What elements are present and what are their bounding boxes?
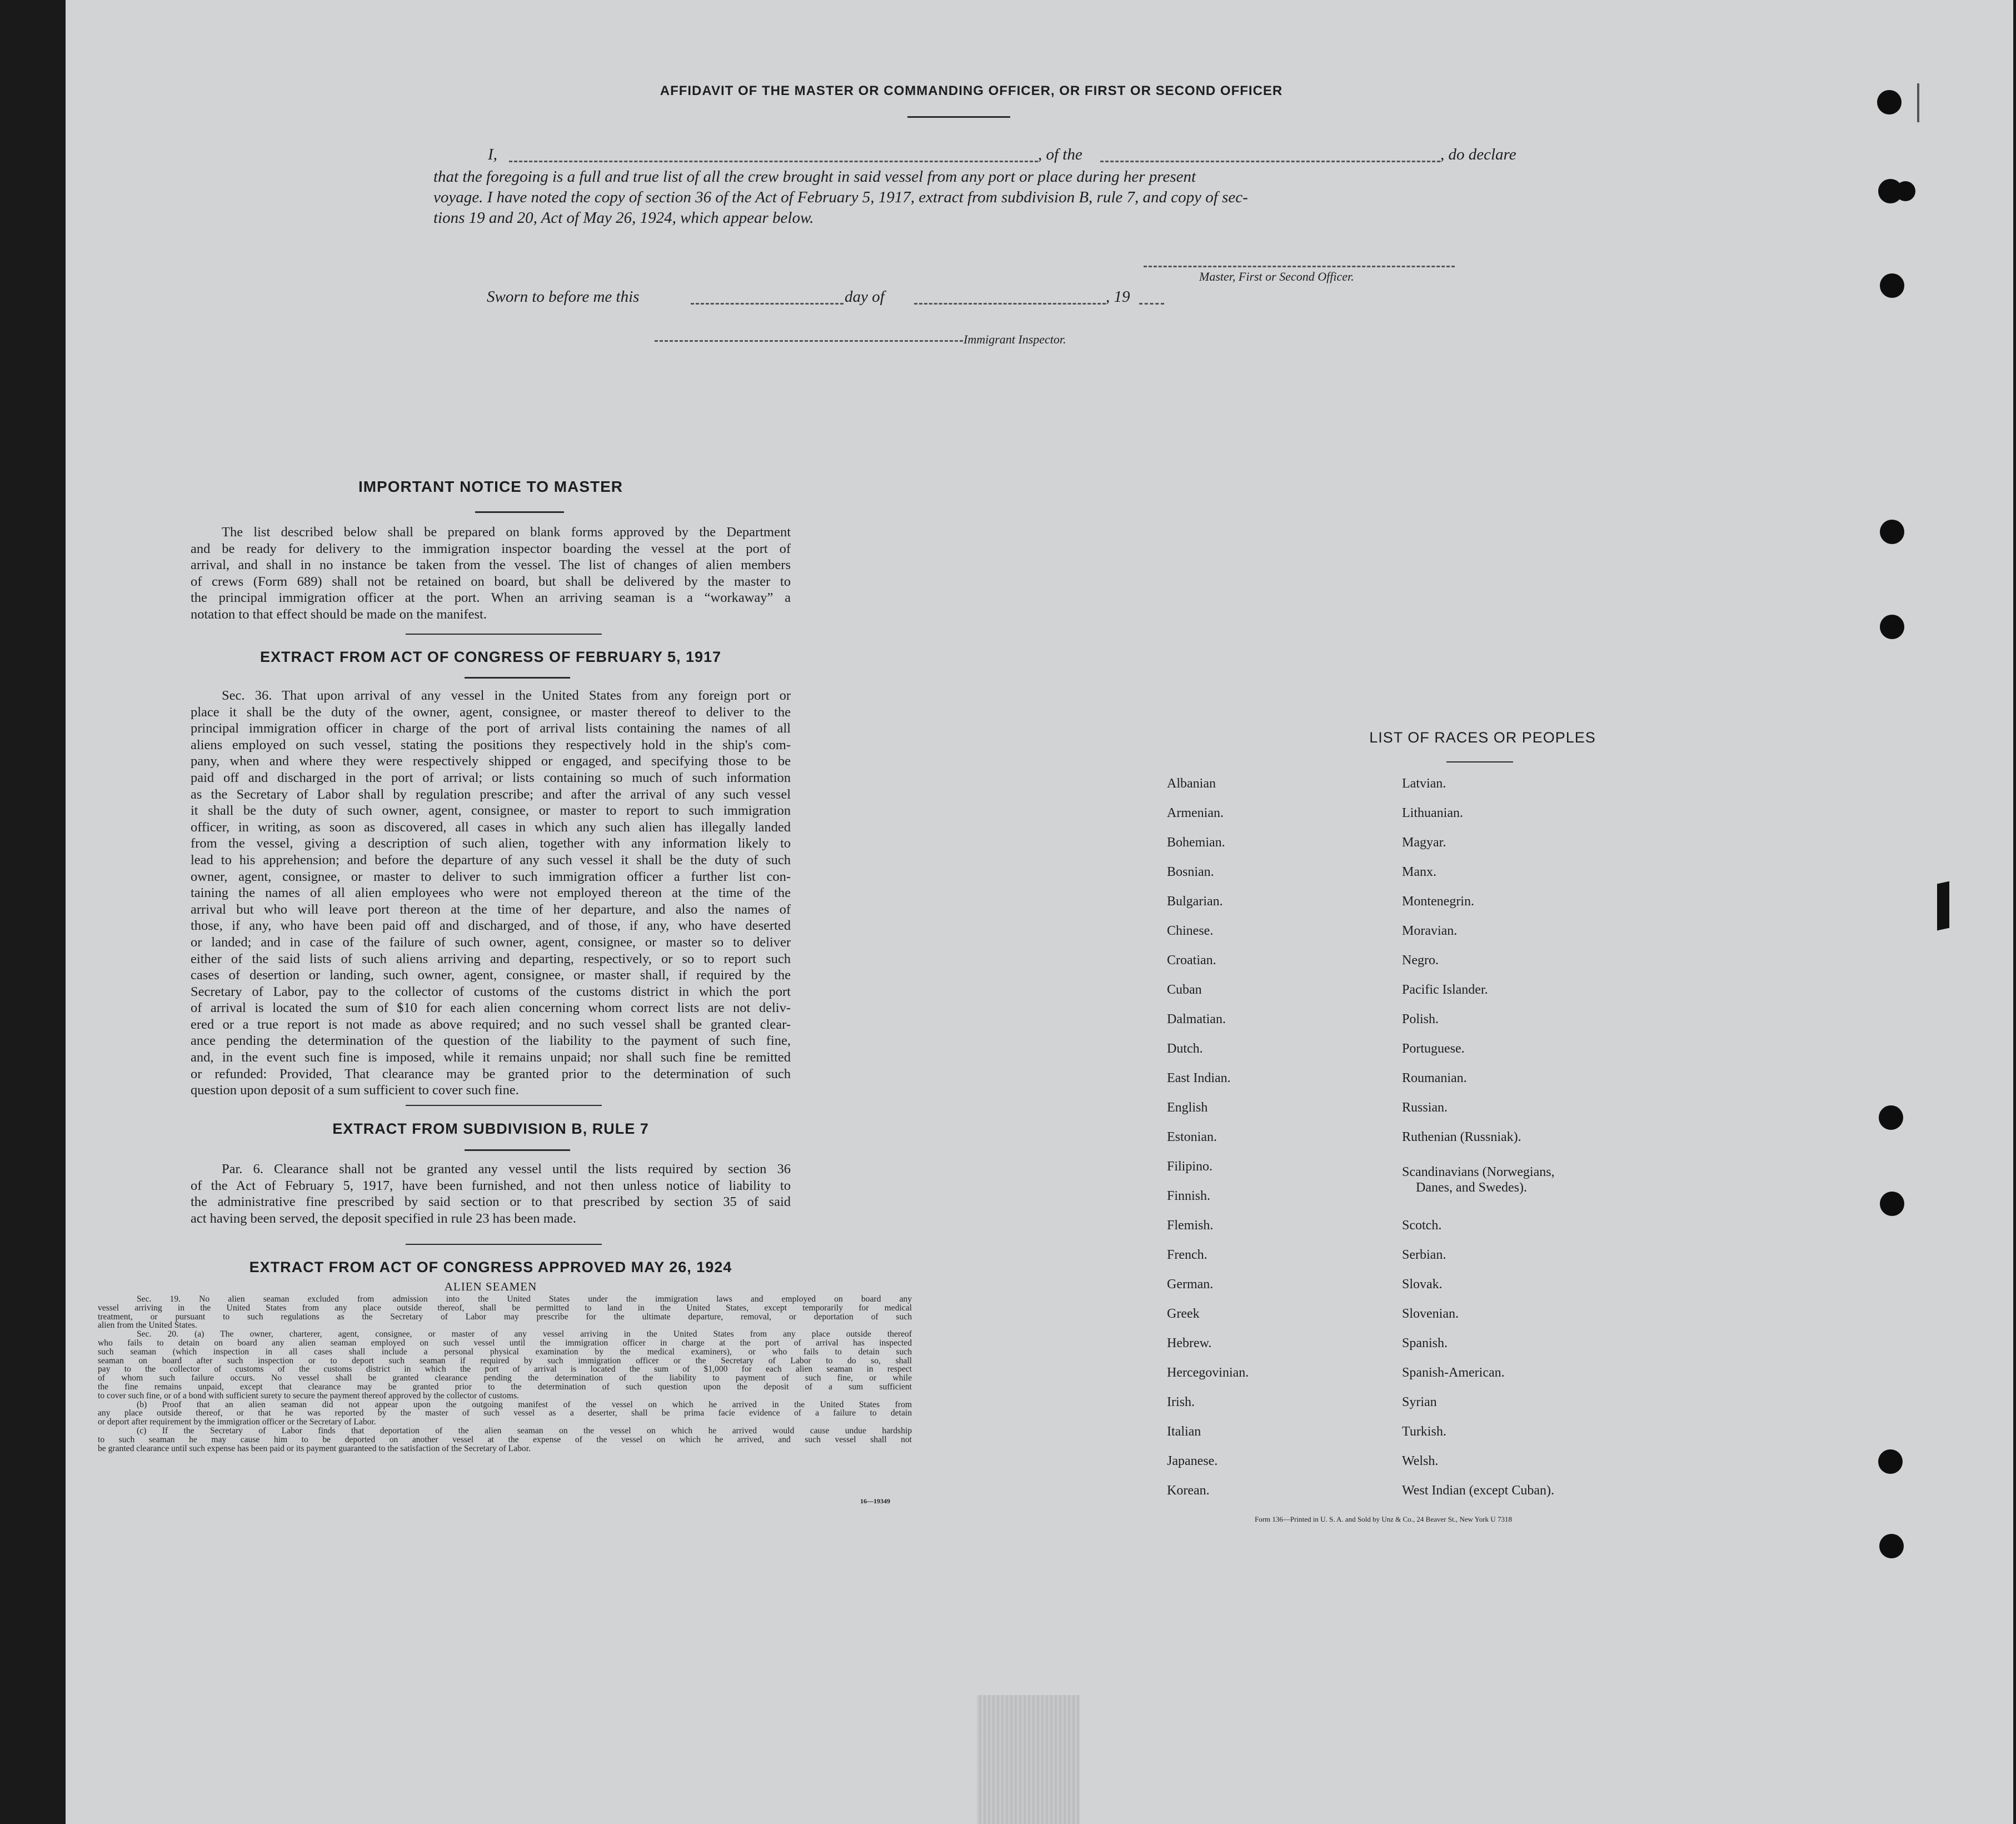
small-law-line: to cover such fine, or of a bond with sufficient surety to secure the payment thereof approved by the collector of customs. [98, 1391, 519, 1401]
law-line: taining the names of all alien employees who were not employed thereon at the time of the [191, 885, 791, 901]
inspector-caption: Immigrant Inspector. [964, 332, 1066, 346]
law-line: aliens employed on such vessel, stating the positions they respectively hold in the ship's com- [191, 737, 791, 752]
rule7-body [191, 1161, 791, 1227]
race-item: Danes, and Swedes). [1416, 1180, 1527, 1195]
race-item: Dutch. [1167, 1041, 1203, 1056]
law-line: paid off and discharged in the port of arrival; or lists containing so much of such information [191, 770, 791, 785]
bottom-tab-texture [977, 1695, 1080, 1824]
law-line: cases of desertion or landing, such owner, agent, consignee, or master shall, if required by the [191, 968, 791, 983]
name-blank[interactable] [509, 161, 1038, 162]
small-law-line: pay to the collector of customs of the customs district in which the port of arrival is located the sum of $1,000 for each alien seaman in respect [98, 1364, 912, 1374]
race-item: Latvian. [1402, 776, 1446, 791]
affidavit-line-2: that the foregoing is a full and true list of all the crew brought in said vessel from any port or place during her present [433, 168, 1196, 186]
race-item: Finnish. [1167, 1189, 1211, 1203]
race-item: Serbian. [1402, 1248, 1446, 1262]
punch-hole [1880, 273, 1904, 298]
small-law-line: of whom such failure occurs. No vessel shall be granted clearance pending the determination of the liability to payment of such fine, or while [98, 1373, 912, 1383]
affidavit-of-the: , of the [1038, 146, 1082, 163]
rule7-line: act having been served, the deposit specified in rule 23 has been made. [191, 1210, 576, 1226]
law-line: or refunded: Provided, That clearance may be granted prior to the determination of such [191, 1066, 791, 1082]
master-caption: Master, First or Second Officer. [1199, 270, 1354, 283]
law-line: or landed; and in case of the failure of such owner, agent, consignee, or master so to deliver [191, 934, 791, 950]
small-law-line: vessel arriving in the United States from any place outside thereof, shall be permitted to land in the United States, except temporarily for medical [98, 1303, 912, 1313]
law-line: place it shall be the duty of the owner, agent, consignee, or master thereof to deliver to the [191, 704, 791, 720]
notice-line: notation to that effect should be made on the manifest. [191, 606, 487, 622]
day-blank[interactable] [691, 303, 844, 305]
notice-body [191, 524, 791, 623]
small-law-line: Sec. 19. No alien seaman excluded from admission into the United States under the immigration laws and employed on board any [137, 1294, 912, 1304]
title-rule [907, 116, 1010, 118]
race-item: Japanese. [1167, 1454, 1218, 1468]
small-law-line: any place outside thereof, or that he was reported by the master of such vessel as a deserter, shall be prima facie evidence of a failure to detain [98, 1408, 912, 1418]
race-item: Welsh. [1402, 1454, 1439, 1468]
notice-line: of crews (Form 689) shall not be retained on board, but shall be delivered by the master to [191, 574, 791, 589]
small-law-line: to such seaman he may cause him to be deported on another vessel at the expense of the vessel on which he arrived, and such vessel shall not [98, 1434, 912, 1444]
law-line: officer, in writing, as soon as discovered, all cases in which any such alien has illegally landed [191, 819, 791, 835]
clip-mark [1937, 881, 1949, 931]
small-law-line: seaman on board after such inspection or to deport such seaman if required by such immigration officer or the Secretary of Labor to do so, shall [98, 1355, 912, 1365]
punch-hole [1880, 1192, 1904, 1216]
race-item: Albanian [1167, 776, 1216, 791]
race-item: Filipino. [1167, 1159, 1213, 1174]
race-item: East Indian. [1167, 1071, 1231, 1085]
race-item: Spanish. [1402, 1336, 1448, 1350]
notice-line: arrival, and shall in no instance be taken from the vessel. The list of changes of alien members [191, 557, 791, 573]
affidavit-declare: , do declare [1440, 146, 1516, 163]
law-line: either of the said lists of such aliens arriving and departing, respectively, or so to report such [191, 951, 791, 966]
small-law-line: be granted clearance until such expense has been paid or its payment guaranteed to the satisfaction of the Secretary of Labor. [98, 1443, 531, 1453]
small-law-line: the fine remains unpaid, except that clearance may be granted prior to the determination of such question upon the deposit of a sum sufficient [98, 1382, 912, 1392]
sworn-year: , 19 [1106, 288, 1130, 306]
affidavit-line-4: tions 19 and 20, Act of May 26, 1924, which appear below. [433, 209, 814, 227]
race-item: Polish. [1402, 1012, 1439, 1026]
extract-1917-body [191, 687, 791, 1099]
law-line: those, if any, who have been paid off and discharged, and of those, if any, who have deserted [191, 918, 791, 934]
race-item: Bulgarian. [1167, 894, 1223, 909]
section-divider [406, 1244, 602, 1245]
punch-hole [1878, 1449, 1903, 1474]
races-title: LIST OF RACES OR PEOPLES [1369, 729, 1596, 746]
small-law-line: (c) If the Secretary of Labor finds that deportation of the alien seaman on the vessel on which he arrived would cause undue hardship [137, 1426, 912, 1436]
race-item: Lithuanian. [1402, 806, 1463, 820]
printer-footer: Form 136—Printed in U. S. A. and Sold by Unz & Co., 24 Beaver St., New York U 7318 [1255, 1515, 1512, 1523]
sworn-text: Sworn to before me this [487, 288, 640, 306]
race-item: Spanish-American. [1402, 1365, 1505, 1380]
extract-1924-subtitle: ALIEN SEAMEN [444, 1280, 537, 1293]
punch-hole [1895, 181, 1915, 201]
punch-hole [1879, 1105, 1903, 1130]
law-line: and, in the event such fine is imposed, while it remains unpaid; nor shall such fine be remitted [191, 1050, 791, 1065]
race-item: Korean. [1167, 1483, 1210, 1498]
small-law-line: (b) Proof that an alien seaman did not appear upon the outgoing manifest of the vessel on which he arrived in the United States from [137, 1399, 912, 1409]
rule7-rule [465, 1149, 570, 1151]
law-line: Sec. 36. That upon arrival of any vessel in the United States from any foreign port or [222, 688, 791, 703]
race-item: Irish. [1167, 1395, 1195, 1409]
notice-line: The list described below shall be prepared on blank forms approved by the Department [222, 525, 791, 540]
punch-hole [1880, 615, 1904, 639]
affidavit-title: AFFIDAVIT OF THE MASTER OR COMMANDING OFFICER, OR FIRST OR SECOND OFFICER [660, 83, 1283, 98]
extract-1917-rule [465, 677, 570, 679]
punch-hole [1879, 1534, 1904, 1558]
section-divider [406, 634, 602, 635]
vessel-blank[interactable] [1100, 161, 1440, 162]
law-line: as the Secretary of Labor shall by regulation prescribe; and after the arrival of any such vessel [191, 786, 791, 802]
extract-1924-title: EXTRACT FROM ACT OF CONGRESS APPROVED MAY 26, 1924 [249, 1259, 732, 1275]
affidavit-body [433, 167, 1536, 228]
rule7-line: Par. 6. Clearance shall not be granted any vessel until the lists required by section 36 [222, 1162, 791, 1177]
affidavit-i: I, [488, 146, 497, 163]
race-item: Armenian. [1167, 806, 1224, 820]
master-signature-line[interactable] [1144, 266, 1455, 267]
law-line: owner, agent, consignee, or master to deliver to such immigration officer a further list con- [191, 869, 791, 884]
year-blank[interactable] [1139, 303, 1164, 305]
extract-1917-title: EXTRACT FROM ACT OF CONGRESS OF FEBRUARY 5, 1917 [260, 649, 722, 665]
race-item: Italian [1167, 1424, 1201, 1439]
race-item: Russian. [1402, 1100, 1448, 1115]
race-item: Portuguese. [1402, 1041, 1465, 1056]
rule7-line: the administrative fine prescribed by said section or to that prescribed by section 35 of said [191, 1194, 791, 1210]
race-item: Slovenian. [1402, 1307, 1459, 1321]
race-item: Scotch. [1402, 1218, 1442, 1233]
race-item: Magyar. [1402, 835, 1446, 850]
race-item: Montenegrin. [1402, 894, 1474, 909]
small-law-line: such seaman (which inspection in all cases shall include a personal physical examination by the medical examiners), or who fails to detain such [98, 1347, 912, 1357]
race-item: Moravian. [1402, 924, 1458, 938]
small-law-line: who fails to detain on board any alien seaman employed on such vessel until the immigration officer in charge at the port of arrival has inspected [98, 1338, 912, 1348]
small-law-line: or deport after requirement by the immigration officer or the Secretary of Labor. [98, 1417, 376, 1427]
race-item: Flemish. [1167, 1218, 1214, 1233]
race-item: Estonian. [1167, 1130, 1217, 1144]
small-law-line: Sec. 20. (a) The owner, charterer, agent, consignee, or master of any vessel arriving in the United States from any place outside thereof [137, 1329, 912, 1339]
race-item: English [1167, 1100, 1208, 1115]
race-item: Syrian [1402, 1395, 1437, 1409]
small-law-line: alien from the United States. [98, 1320, 197, 1330]
races-rule [1446, 761, 1513, 763]
inspector-signature-line[interactable] [655, 340, 963, 342]
small-law-line: treatment, or pursuant to such regulations as the Secretary of Labor may prescribe for the ultimate departure, removal, or deportation of such [98, 1312, 912, 1322]
race-item: West Indian (except Cuban). [1402, 1483, 1554, 1498]
race-item: Cuban [1167, 983, 1202, 997]
punch-hole [1880, 520, 1904, 544]
race-item: Roumanian. [1402, 1071, 1467, 1085]
law-line: pany, when and where they were respectively shipped or engaged, and specifying those to be [191, 754, 791, 769]
race-item: Hercegovinian. [1167, 1365, 1249, 1380]
race-item: French. [1167, 1248, 1207, 1262]
notice-line: and be ready for delivery to the immigration inspector boarding the vessel at the port of [191, 541, 791, 556]
notice-rule [475, 511, 564, 513]
notice-line: the principal immigration officer at the port. When an arriving seaman is a “workaway” a [191, 590, 791, 606]
punch-hole [1877, 90, 1902, 114]
form-number: 16—19349 [860, 1497, 890, 1505]
race-item: Croatian. [1167, 953, 1216, 968]
edge-mark [1917, 83, 1919, 122]
race-item: Hebrew. [1167, 1336, 1212, 1350]
rule7-title: EXTRACT FROM SUBDIVISION B, RULE 7 [332, 1120, 649, 1137]
law-line: Secretary of Labor, pay to the collector of customs of the customs district in which the port [191, 984, 791, 999]
notice-title: IMPORTANT NOTICE TO MASTER [358, 478, 623, 495]
sworn-day-of: day of [845, 288, 885, 306]
race-item: Slovak. [1402, 1277, 1443, 1292]
month-blank[interactable] [914, 303, 1106, 305]
extract-1924-body [98, 1295, 912, 1453]
document-page [66, 0, 2013, 1824]
race-item: German. [1167, 1277, 1214, 1292]
law-line: it shall be the duty of such owner, agent, consignee, or master to report to such immigration [191, 803, 791, 819]
law-line: from the vessel, giving a description of such alien, together with any information likely to [191, 836, 791, 851]
race-item: Bohemian. [1167, 835, 1225, 850]
law-line: question upon deposit of a sum sufficient to cover such fine. [191, 1083, 519, 1098]
race-item: Ruthenian (Russniak). [1402, 1130, 1521, 1144]
race-item: Scandinavians (Norwegians, [1402, 1165, 1555, 1179]
race-item: Turkish. [1402, 1424, 1446, 1439]
affidavit-line-3: voyage. I have noted the copy of section 36 of the Act of February 5, 1917, extract from subdivision B, rule 7, and copy of sec- [433, 188, 1248, 206]
law-line: of arrival is located the sum of $10 for each alien concerning whom correct lists are not deliv- [191, 1000, 791, 1016]
race-item: Negro. [1402, 953, 1439, 968]
law-line: ance pending the determination of the question of the liability to the payment of such fine, [191, 1033, 791, 1049]
race-item: Chinese. [1167, 924, 1214, 938]
law-line: lead to his apprehension; and before the departure of any such vessel it shall be the duty of such [191, 852, 791, 868]
race-item: Greek [1167, 1307, 1200, 1321]
race-item: Bosnian. [1167, 865, 1214, 879]
race-item: Pacific Islander. [1402, 983, 1488, 997]
section-divider [406, 1105, 602, 1106]
law-line: principal immigration officer in charge of the port of arrival lists containing the names of all [191, 721, 791, 736]
race-item: Manx. [1402, 865, 1436, 879]
rule7-line: of the Act of February 5, 1917, have been furnished, and not then unless notice of liability to [191, 1178, 791, 1193]
race-item: Dalmatian. [1167, 1012, 1226, 1026]
law-line: arrival but who will leave port thereon at the time of her departure, and also the names of [191, 901, 791, 917]
law-line: ered or a true report is not made as above required; and no such vessel shall be granted clear- [191, 1016, 791, 1032]
